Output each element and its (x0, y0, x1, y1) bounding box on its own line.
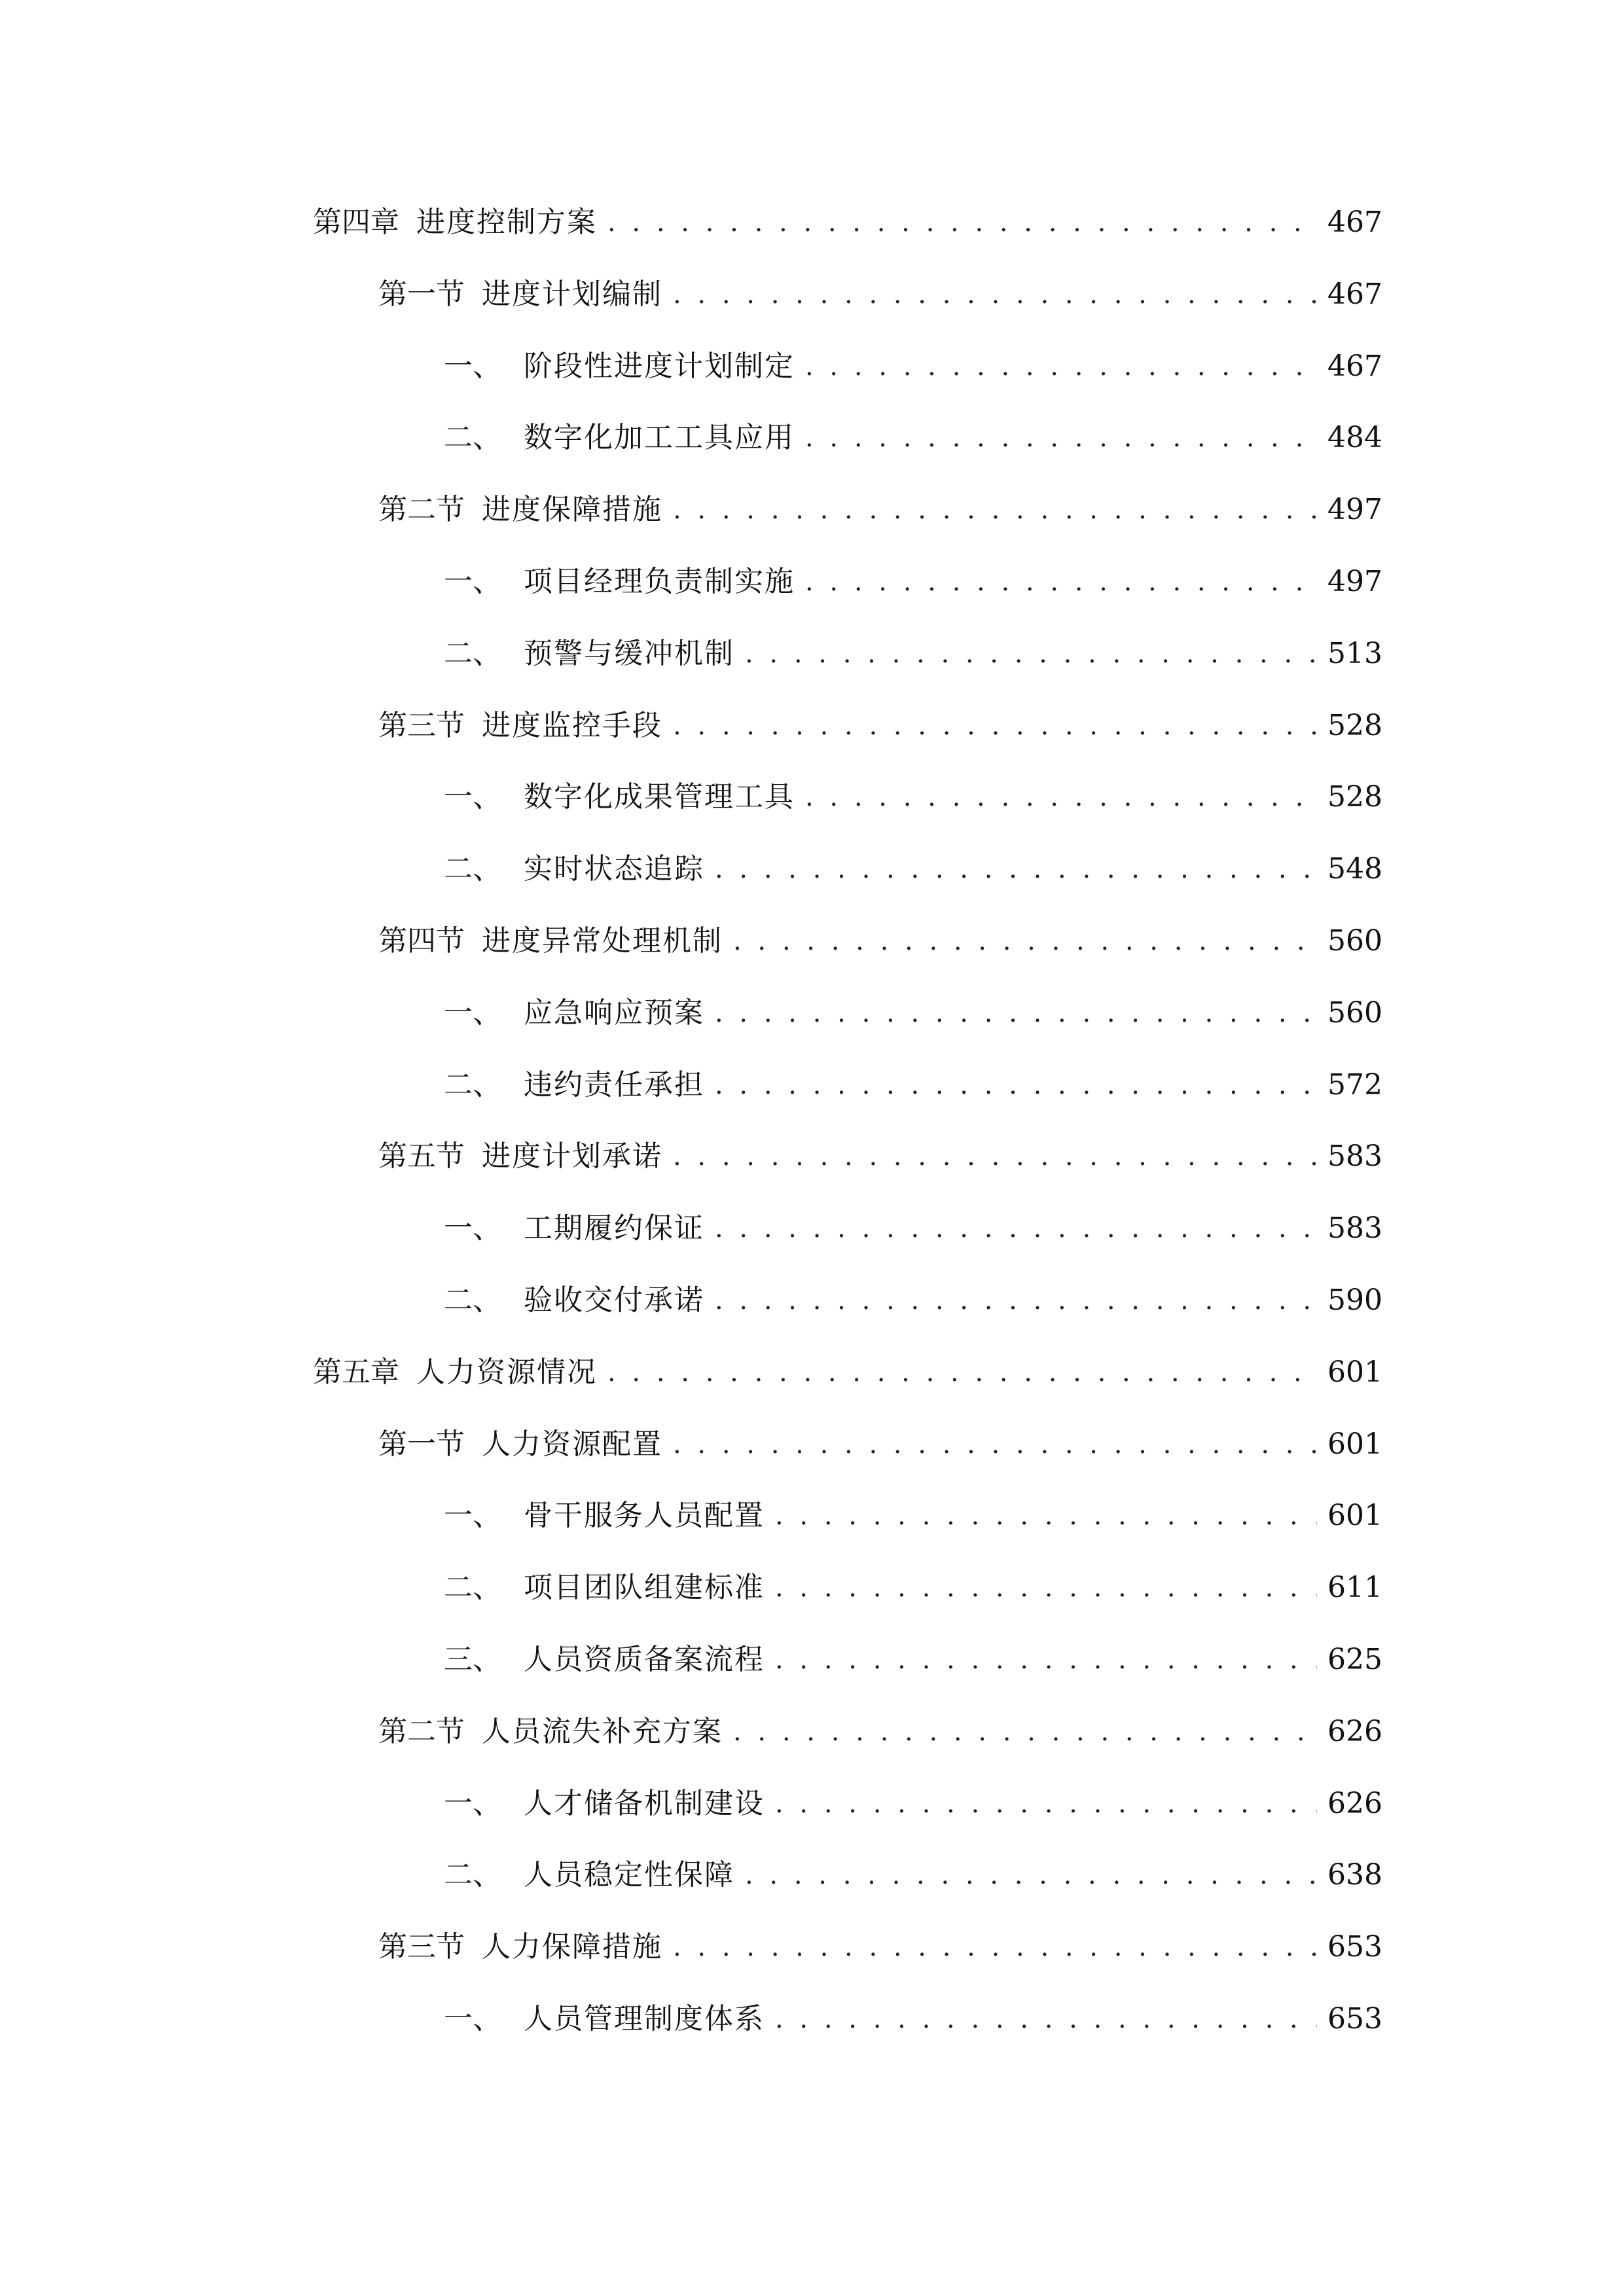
toc-entry-title: 人员流失补充方案 (482, 1714, 723, 1748)
toc-entry-page-number: 583 (1327, 1139, 1382, 1174)
toc-entry[interactable] (444, 987, 1382, 1039)
dot-leader (805, 556, 1317, 608)
toc-entry-title: 进度保障措施 (482, 493, 662, 527)
toc-entry-page-number: 590 (1327, 1283, 1382, 1317)
dot-leader (607, 1346, 1317, 1399)
dot-leader (673, 1921, 1317, 1973)
dot-leader (715, 1059, 1317, 1111)
toc-entry-number: 一、 (444, 2002, 501, 2036)
toc-entry-title: 进度控制方案 (416, 206, 597, 239)
toc-entry-number: 二、 (444, 1858, 501, 1892)
toc-entry[interactable] (444, 1849, 1382, 1901)
dot-leader (775, 1490, 1317, 1542)
dot-leader (673, 700, 1317, 752)
toc-entry[interactable] (444, 843, 1382, 895)
toc-entry[interactable] (444, 1490, 1382, 1542)
dot-leader (745, 1849, 1317, 1901)
toc-entry-title: 进度计划编制 (482, 277, 662, 311)
toc-entry-page-number: 528 (1327, 780, 1382, 814)
dot-leader (673, 268, 1317, 321)
toc-entry-number: 一、 (444, 780, 501, 814)
toc-entry-number: 三、 (444, 1643, 501, 1676)
toc-entry-page-number: 572 (1327, 1067, 1382, 1102)
dot-leader (733, 915, 1317, 967)
toc-entry[interactable] (378, 1130, 1382, 1183)
toc-entry-number: 二、 (444, 1283, 501, 1317)
toc-entry-page-number: 497 (1327, 493, 1382, 527)
toc-entry[interactable] (444, 1562, 1382, 1614)
dot-leader (715, 843, 1317, 895)
toc-entry-page-number: 601 (1327, 1427, 1382, 1461)
toc-entry-page-number: 467 (1327, 277, 1382, 311)
dot-leader (607, 196, 1317, 249)
toc-entry-number: 第二节 (378, 1714, 465, 1748)
toc-entry-title: 人员稳定性保障 (524, 1858, 734, 1892)
toc-entry-title: 工期履约保证 (524, 1211, 704, 1246)
toc-entry-page-number: 528 (1327, 708, 1382, 742)
toc-entry[interactable] (444, 1202, 1382, 1255)
toc-entry[interactable] (378, 1706, 1382, 1758)
toc-entry[interactable] (444, 1993, 1382, 2045)
toc-entry-number: 第一节 (378, 277, 465, 311)
toc-entry-title: 实时状态追踪 (524, 852, 704, 886)
toc-entry-title: 人力保障措施 (482, 1930, 662, 1964)
toc-entry[interactable] (313, 196, 1382, 249)
toc-entry[interactable] (444, 1059, 1382, 1111)
toc-entry-number: 一、 (444, 565, 501, 598)
toc-entry-page-number: 625 (1327, 1643, 1382, 1676)
dot-leader (775, 1562, 1317, 1614)
toc-entry-page-number: 560 (1327, 996, 1382, 1030)
toc-entry-page-number: 467 (1327, 206, 1382, 239)
toc-entry-number: 一、 (444, 996, 501, 1030)
toc-entry-number: 第四章 (313, 206, 399, 239)
toc-entry-number: 第五章 (313, 1355, 399, 1389)
toc-entry-title: 人员管理制度体系 (524, 2002, 765, 2036)
toc-entry-title: 项目团队组建标准 (524, 1571, 765, 1605)
toc-entry-page-number: 497 (1327, 565, 1382, 598)
toc-entry-title: 人才储备机制建设 (524, 1786, 765, 1820)
toc-entry-page-number: 560 (1327, 924, 1382, 958)
toc-entry-title: 人力资源配置 (482, 1427, 662, 1461)
toc-entry[interactable] (444, 771, 1382, 823)
toc-entry-page-number: 513 (1327, 636, 1382, 670)
toc-entry[interactable] (444, 556, 1382, 608)
toc-entry-page-number: 626 (1327, 1714, 1382, 1748)
dot-leader (715, 1274, 1317, 1327)
toc-entry[interactable] (378, 1921, 1382, 1973)
toc-entry[interactable] (444, 340, 1382, 393)
toc-entry-page-number: 653 (1327, 1930, 1382, 1964)
dot-leader (805, 771, 1317, 823)
toc-entry-number: 一、 (444, 1786, 501, 1820)
toc-entry-title: 应急响应预案 (524, 996, 704, 1030)
toc-entry[interactable] (444, 1634, 1382, 1686)
toc-entry-page-number: 467 (1327, 349, 1382, 383)
toc-entry[interactable] (444, 628, 1382, 680)
toc-entry-number: 二、 (444, 1571, 501, 1605)
toc-entry-title: 数字化加工工具应用 (524, 421, 795, 455)
toc-entry-title: 进度异常处理机制 (482, 924, 723, 958)
dot-leader (733, 1706, 1317, 1758)
toc-entry-title: 阶段性进度计划制定 (524, 349, 795, 383)
toc-entry[interactable] (378, 1418, 1382, 1471)
toc-entry-number: 第五节 (378, 1139, 465, 1174)
toc-entry[interactable] (378, 484, 1382, 536)
toc-entry-page-number: 484 (1327, 421, 1382, 455)
toc-entry-page-number: 638 (1327, 1858, 1382, 1892)
dot-leader (745, 628, 1317, 680)
toc-entry[interactable] (313, 1346, 1382, 1399)
toc-entry-number: 二、 (444, 852, 501, 886)
toc-entry-title: 预警与缓冲机制 (524, 636, 734, 670)
toc-entry[interactable] (444, 412, 1382, 464)
toc-entry-page-number: 626 (1327, 1786, 1382, 1820)
toc-entry-number: 二、 (444, 421, 501, 455)
toc-entry[interactable] (444, 1274, 1382, 1327)
toc-entry-title: 人力资源情况 (416, 1355, 597, 1389)
toc-entry-title: 验收交付承诺 (524, 1283, 704, 1317)
dot-leader (673, 1130, 1317, 1183)
toc-entry[interactable] (444, 1778, 1382, 1830)
dot-leader (715, 987, 1317, 1039)
toc-entry-page-number: 611 (1327, 1571, 1382, 1605)
toc-entry[interactable] (378, 700, 1382, 752)
dot-leader (673, 1418, 1317, 1471)
toc-entry-title: 违约责任承担 (524, 1067, 704, 1102)
dot-leader (775, 1993, 1317, 2045)
toc-entry-title: 进度计划承诺 (482, 1139, 662, 1174)
dot-leader (775, 1634, 1317, 1686)
dot-leader (673, 484, 1317, 536)
toc-entry-title: 骨干服务人员配置 (524, 1499, 765, 1533)
dot-leader (805, 412, 1317, 464)
toc-entry-title: 数字化成果管理工具 (524, 780, 795, 814)
toc-entry-page-number: 583 (1327, 1211, 1382, 1246)
toc-entry-title: 人员资质备案流程 (524, 1643, 765, 1676)
toc-entry-title: 项目经理负责制实施 (524, 565, 795, 598)
toc-entry-title: 进度监控手段 (482, 708, 662, 742)
toc-entry-number: 第四节 (378, 924, 465, 958)
toc-entry-number: 第一节 (378, 1427, 465, 1461)
toc-entry-page-number: 653 (1327, 2002, 1382, 2036)
toc-entry[interactable] (378, 915, 1382, 967)
toc-entry-number: 二、 (444, 1067, 501, 1102)
toc-entry-number: 二、 (444, 636, 501, 670)
dot-leader (775, 1778, 1317, 1830)
toc-entry-page-number: 601 (1327, 1355, 1382, 1389)
dot-leader (715, 1202, 1317, 1255)
dot-leader (805, 340, 1317, 393)
toc-entry-number: 一、 (444, 1211, 501, 1246)
toc-entry[interactable] (378, 268, 1382, 321)
toc-entry-number: 第二节 (378, 493, 465, 527)
toc-entry-number: 一、 (444, 349, 501, 383)
toc-entry-page-number: 601 (1327, 1499, 1382, 1533)
toc-entry-number: 一、 (444, 1499, 501, 1533)
toc-entry-number: 第三节 (378, 1930, 465, 1964)
toc-entry-page-number: 548 (1327, 852, 1382, 886)
toc-entry-number: 第三节 (378, 708, 465, 742)
